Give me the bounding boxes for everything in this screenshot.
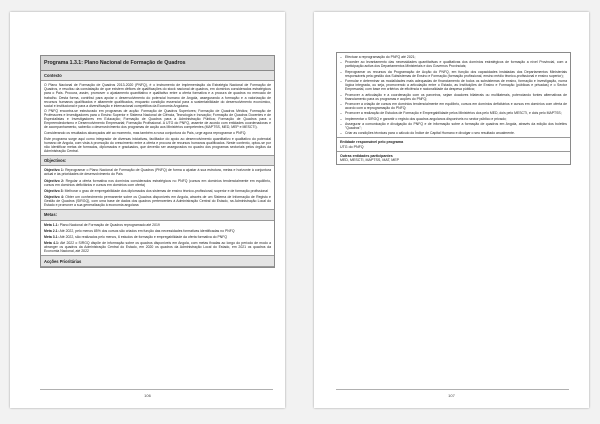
goal-text: Até 2022, pelo menos 85% dos cursos são criados em função das necessidades formativas identificadas no PNFQ [59,228,235,233]
action-item [340,55,567,59]
action-text: Formular e determinar as modalidades mais adequadas de financiamento de todos os subsistemas de ensino, formação e investigação, numa lógica integrada, ou seja, promovendo a articulação entre o Estado, as Instituições de Ensino e Formação (públicas e privadas) e o Sector Empresarial, com base em critérios de eficiência e racionalidade da despesa pública; [345,79,567,92]
objective-item [44,195,271,207]
objective-item [44,179,271,187]
goal-label: Meta 1.1: [44,222,59,227]
actions-list-cell [337,53,570,138]
footer-rule [40,389,273,390]
goal-text: Até 2022 o SIRGQ dispõe de informação sobre os quadros disponíveis em Angola, com metas fixadas ao longo do período de modo a abranger os quadros da Administração Central do Estado, em 2020 os quadros da Administração Local do Estado, em 2021 os quadros da Economia Nacional, até 2022 [44,241,272,254]
actions-heading: Acções Prioritárias [41,256,274,266]
action-text: Promover a realização de Estudos de Formação e Empregabilidade pelos Ministérios dos pelo MED, dois pelo MESCTI, e dois pelo MAPTSS; [345,111,562,116]
goal-item [44,235,271,239]
page-number: 107 [448,393,455,398]
program-title: Programa 1.3.1: Plano Nacional de Formação de Quadros [41,56,274,71]
goals-body [41,221,274,257]
action-item [340,79,567,91]
dash-bullet-icon: – [340,116,342,121]
objective-label: Objectivo 2: [44,178,65,183]
action-text: Promover a criação de cursos em domínios tendencialmente em equilíbrio, cursos em domínios deficitários e cursos em domínios com oferta de acordo com a reprogramação do PNFQ; [345,101,567,110]
goal-label: Meta 4.1: [44,241,59,246]
goal-item [44,241,271,253]
action-item [340,111,567,115]
action-item [340,93,567,101]
context-paragraph: Este programa surge aqui como integrador de diversas iniciativas, facilitador do apoio ao desenvolvimento quantitativo e qualitativo do potencial humano de Angola, com vista à promoção do crescimento entre a oferta e procura de recursos humanos qualificados. Neste contexto, optou-se por não identificar metas de formados, diplomados e graduados, que deverão ser assegurados no quadro dos programas sectoriais pelos órgãos da Administração Central. [44,136,271,153]
dash-bullet-icon: – [340,131,342,136]
objective-text: Regular a oferta formativa nos domínios considerados estratégicos no PNFQ (cursos em domínios tendencialmente em equilíbrio, cursos em domínios deficitários e cursos em domínios com oferta) [44,178,271,187]
responsible-entity-label: Entidade responsável pelo programa [340,140,404,145]
objective-text: Obter um conhecimento permanente sobre os Quadros disponíveis em Angola, através de um Sistema de Informação de Registo e Gestão de Quadros (SIRGQ), com uma base de dados dos quadros pertencentes à Administração Central do Estado, na Administração Local do Estado e promover a sua generalização à economia angolana [44,195,271,208]
responsible-entity-cell [337,138,570,151]
right-page [314,12,589,408]
dash-bullet-icon: – [340,69,342,74]
goals-heading: Metas: [41,210,274,220]
goal-text: Plano Nacional de Formação de Quadros reprogramado até 2019 [59,222,160,227]
action-text: Implementar o SIRGQ e garantir o registo dos quadros angolanos disponíveis no sector público e privado; [345,116,507,121]
action-text: Proceder ao levantamento das necessidades quantitativas e qualitativas dos domínios estratégicos de formação a nível Provincial, com a participação activa dos Departamentos Ministeriais e dos Governos Provinciais; [345,60,567,69]
goal-item [44,229,271,233]
context-heading: Contexto [41,71,274,81]
action-item [340,60,567,68]
objective-text: Reprogramar o Plano Nacional de Formação de Quadros (PNFQ) de forma a ajustar à sua estrutura, metas e horizonte à conjuntura actual e às prioridades de desenvolvimento do País [44,168,271,177]
action-item [340,70,567,78]
action-text: Assegurar a comunicação e divulgação do PNFQ e de informação sobre a formação de quadros em Angola, através da edição dos boletins "Quadros"; [345,122,567,131]
dash-bullet-icon: – [340,55,342,59]
objective-label: Objectivo 4: [44,195,64,200]
dash-bullet-icon: – [340,79,342,84]
objectives-heading: Objectivos: [41,156,274,166]
dash-bullet-icon: – [340,60,342,65]
page-number: 106 [144,393,151,398]
action-item [340,117,567,121]
dash-bullet-icon: – [340,101,342,106]
action-text: Reprogramar os recursos da Programação de Acção do PNFQ, em função dos capacidades instaladas dos Departamentos Ministeriais responsáveis pela gestão dos Subsistemas de Ensino e Formação (formação profissional, ensino médio técnico-profissional e ensino superior); [345,69,567,78]
program-box [40,55,275,268]
objective-item [44,189,271,193]
action-text: Criar as condições técnicas para o cálculo do Índice de Capital Humano e divulgar o seu resultado anualmente. [345,131,515,136]
context-paragraph: O Plano Nacional de Formação de Quadros 2013-2020 (PNFQ), é o instrumento de implementação da Estratégia Nacional de Formação de Quadros, e resultou da constatação de que existem défices de qualificações do stock nacional de quadros, em domínios considerados estratégicos para o País. Procura, assim, promover o ajustamento quantitativo e qualitativo entre a oferta formativa e a procura de quadros no mercado de trabalho. Desta forma, contribui para apoiar o desenvolvimento do potencial humano de Angola, assegurando a formação e a valorização de recursos humanos qualificados e altamente qualificados, enquanto condição essencial para a sustentabilidade do desenvolvimento económico, social e institucional e para a diversificação e internacional competitiva da Economia Angolana. [44,83,271,108]
participants-value: MED, MESCTI, MAPTSS, MAT, MEP [340,158,400,163]
dash-bullet-icon: – [340,92,342,97]
action-item [340,131,567,135]
objective-item [44,168,271,176]
context-paragraph: O PNFQ encontra-se estruturado em programas de acção: Formação de Quadros Superiores; Formação de Quadros Médios; Formação de Professores e Investigadores para o Ensino Superior e Sistema Nacional de Ciência, Tecnologia e Inovação; Formação de Quadros Docentes e de Especialistas e Investigadores em Educação; Formação de Quadros para a Administração Pública; Formação de Quadros para o Empreendedorismo e Desenvolvimento Empresarial; Formação Profissional. A UTG do PNFQ, assente de acordo com entidades coordenadoras e de acompanhamento, saberão o desenvolvimento dos programas de acção aos Ministérios competentes (MAPTSS, MED, MEP e MESCTI). [44,109,271,130]
participants-cell [337,152,570,164]
goal-label: Meta 2.1: [44,228,59,233]
objective-label: Objectivo 3: [44,188,64,193]
dash-bullet-icon: – [340,111,342,116]
action-text: Promover a articulação e a coordenação com os parceiros, sejam doadores bilaterais ou multilaterais, potenciando fontes alternativas de financiamento para os programas e acções do PNFQ; [345,92,567,101]
goal-label: Meta 3.1: [44,235,59,240]
actions-box [336,52,571,165]
action-item [340,122,567,130]
responsible-entity-value: UTG do PNFQ [340,144,364,149]
context-body [41,81,274,156]
objectives-body [41,166,274,210]
footer-rule [336,389,569,390]
left-page [10,12,285,408]
participants-label: Outras entidades participantes [340,153,393,158]
action-item [340,102,567,110]
action-text: Efectuar a reprogramação do PNFQ até 2021; [345,55,416,59]
objective-text: Melhorar o grau de empregabilidade dos diplomados dos sistemas de ensino técnico-profissional, superior e de formação profissional [64,188,268,193]
context-paragraph: Considerando os resultados alcançados até ao momento, mas também a nova conjuntura do País, urge agora reprogramar o PNFQ. [44,131,247,136]
goal-item [44,223,271,227]
actions-list [340,55,567,135]
dash-bullet-icon: – [340,122,342,127]
goal-text: Até 2022, são realizados pelo menos, 6 estudos de formação e empregabilidade da oferta formativa do PNFQ [59,235,228,240]
objective-label: Objectivo 1: [44,168,64,173]
